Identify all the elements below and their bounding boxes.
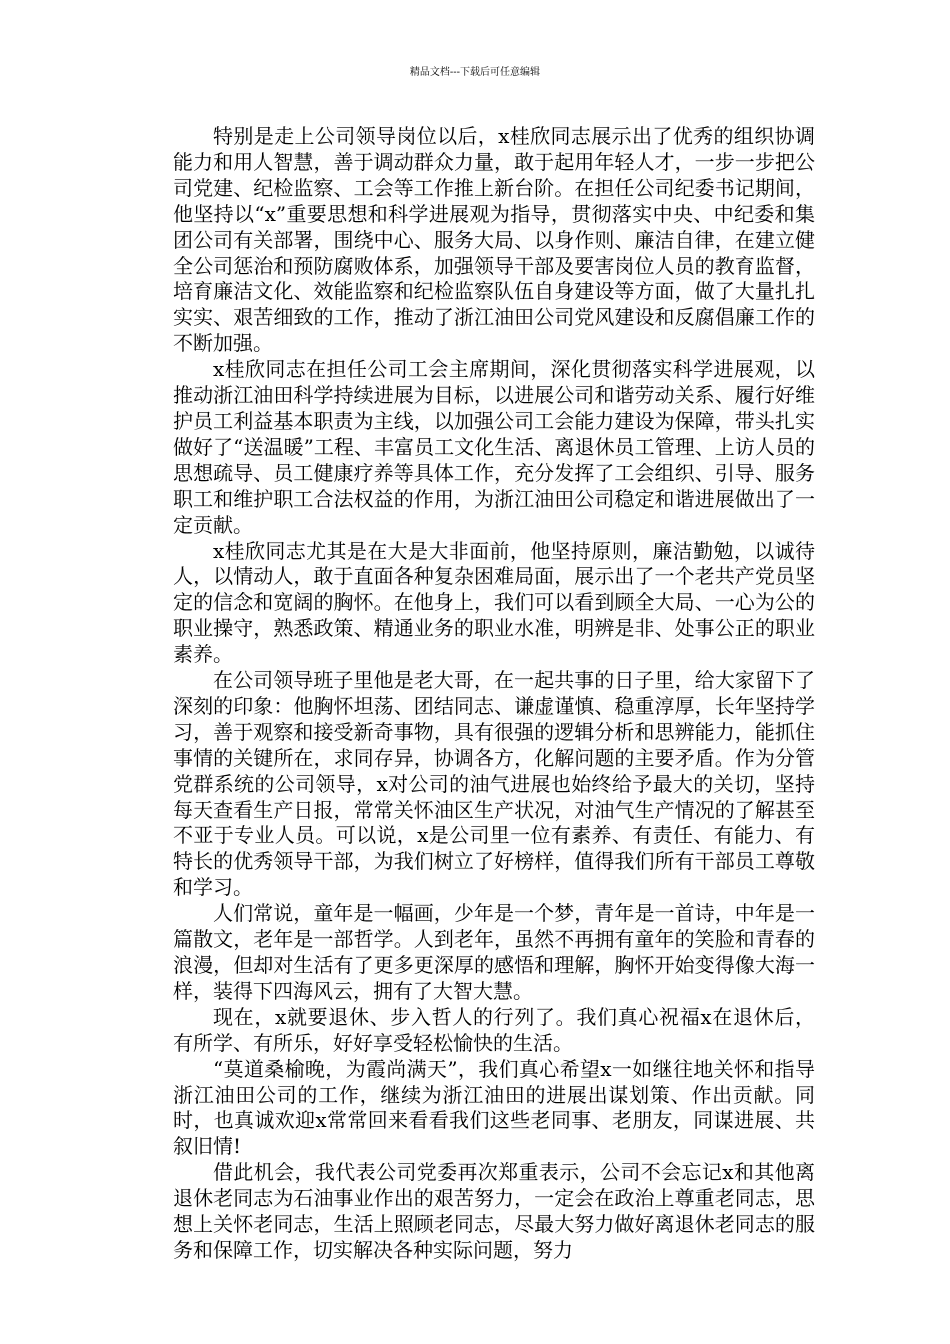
paragraph: 在公司领导班子里他是老大哥，在一起共事的日子里，给大家留下了深刻的印象：他胸怀坦荡、团结同志、谦虚谨慎、稳重淳厚，长年坚持学习，善于观察和接受新奇事物，具有很强的逻辑分析和思辨能力，能抓住事情的关键所在，求同存异，协调各方，化解问题的主要矛盾。作为分管党群系统的公司领导，x对公司的油气进展也始终给予最大的关切，坚持每天查看生产日报，常常关怀油区生产状况，对油气生产情况的了解甚至不亚于专业人员。可以说，x是公司里一位有素养、有责任、有能力、有特长的优秀领导干部，为我们树立了好榜样，值得我们所有干部员工尊敬和学习。 bbox=[173, 668, 815, 900]
paragraph: 借此机会，我代表公司党委再次郑重表示，公司不会忘记x和其他离退休老同志为石油事业作出的艰苦努力，一定会在政治上尊重老同志，思想上关怀老同志，生活上照顾老同志，尽最大努力做好离退休老同志的服务和保障工作，切实解决各种实际问题，努力 bbox=[173, 1160, 815, 1262]
paragraph: 人们常说，童年是一幅画，少年是一个梦，青年是一首诗，中年是一篇散文，老年是一部哲学。人到老年，虽然不再拥有童年的笑脸和青春的浪漫，但却对生活有了更多更深厚的感悟和理解，胸怀开始变得像大海一样，装得下四海风云，拥有了大智大慧。 bbox=[173, 901, 815, 1003]
paragraph: “莫道桑榆晚，为霞尚满天”，我们真心希望x一如继往地关怀和指导浙江油田公司的工作，继续为浙江油田的进展出谋划策、作出贡献。同时，也真诚欢迎x常常回来看看我们这些老同事、老朋友，同谋进展、共叙旧情! bbox=[173, 1056, 815, 1159]
paragraph: 特别是走上公司领导岗位以后，x桂欣同志展示出了优秀的组织协调能力和用人智慧，善于调动群众力量，敢于起用年轻人才，一步一步把公司党建、纪检监察、工会等工作推上新台阶。在担任公司纪委书记期间，他坚持以“x”重要思想和科学进展观为指导，贯彻落实中央、中纪委和集团公司有关部署，围绕中心、服务大局、以身作则、廉洁自律，在建立健全公司惩治和预防腐败体系，加强领导干部及要害岗位人员的教育监督，培育廉洁文化、效能监察和纪检监察队伍自身建设等方面，做了大量扎扎实实、艰苦细致的工作，推动了浙江油田公司党风建设和反腐倡廉工作的不断加强。 bbox=[173, 124, 815, 356]
document-body bbox=[173, 124, 815, 1264]
page-header: 精品文档---下载后可任意编辑 bbox=[409, 67, 541, 78]
paragraph: 现在，x就要退休、步入哲人的行列了。我们真心祝福x在退休后，有所学、有所乐，好好享受轻松愉快的生活。 bbox=[173, 1004, 815, 1055]
paragraph: x桂欣同志在担任公司工会主席期间，深化贯彻落实科学进展观，以推动浙江油田科学持续进展为目标，以进展公司和谐劳动关系、履行好维护员工利益基本职责为主线，以加强公司工会能力建设为保障，带头扎实做好了“送温暖”工程、丰富员工文化生活、离退休员工管理、上访人员的思想疏导、员工健康疗养等具体工作，充分发挥了工会组织、引导、服务职工和维护职工合法权益的作用，为浙江油田公司稳定和谐进展做出了一定贡献。 bbox=[173, 357, 815, 537]
paragraph: x桂欣同志尤其是在大是大非面前，他坚持原则，廉洁勤勉，以诚待人，以情动人，敢于直面各种复杂困难局面，展示出了一个老共产党员坚定的信念和宽阔的胸怀。在他身上，我们可以看到顾全大局、一心为公的职业操守，熟悉政策、精通业务的职业水准，明辨是非、处事公正的职业素养。 bbox=[173, 538, 815, 667]
